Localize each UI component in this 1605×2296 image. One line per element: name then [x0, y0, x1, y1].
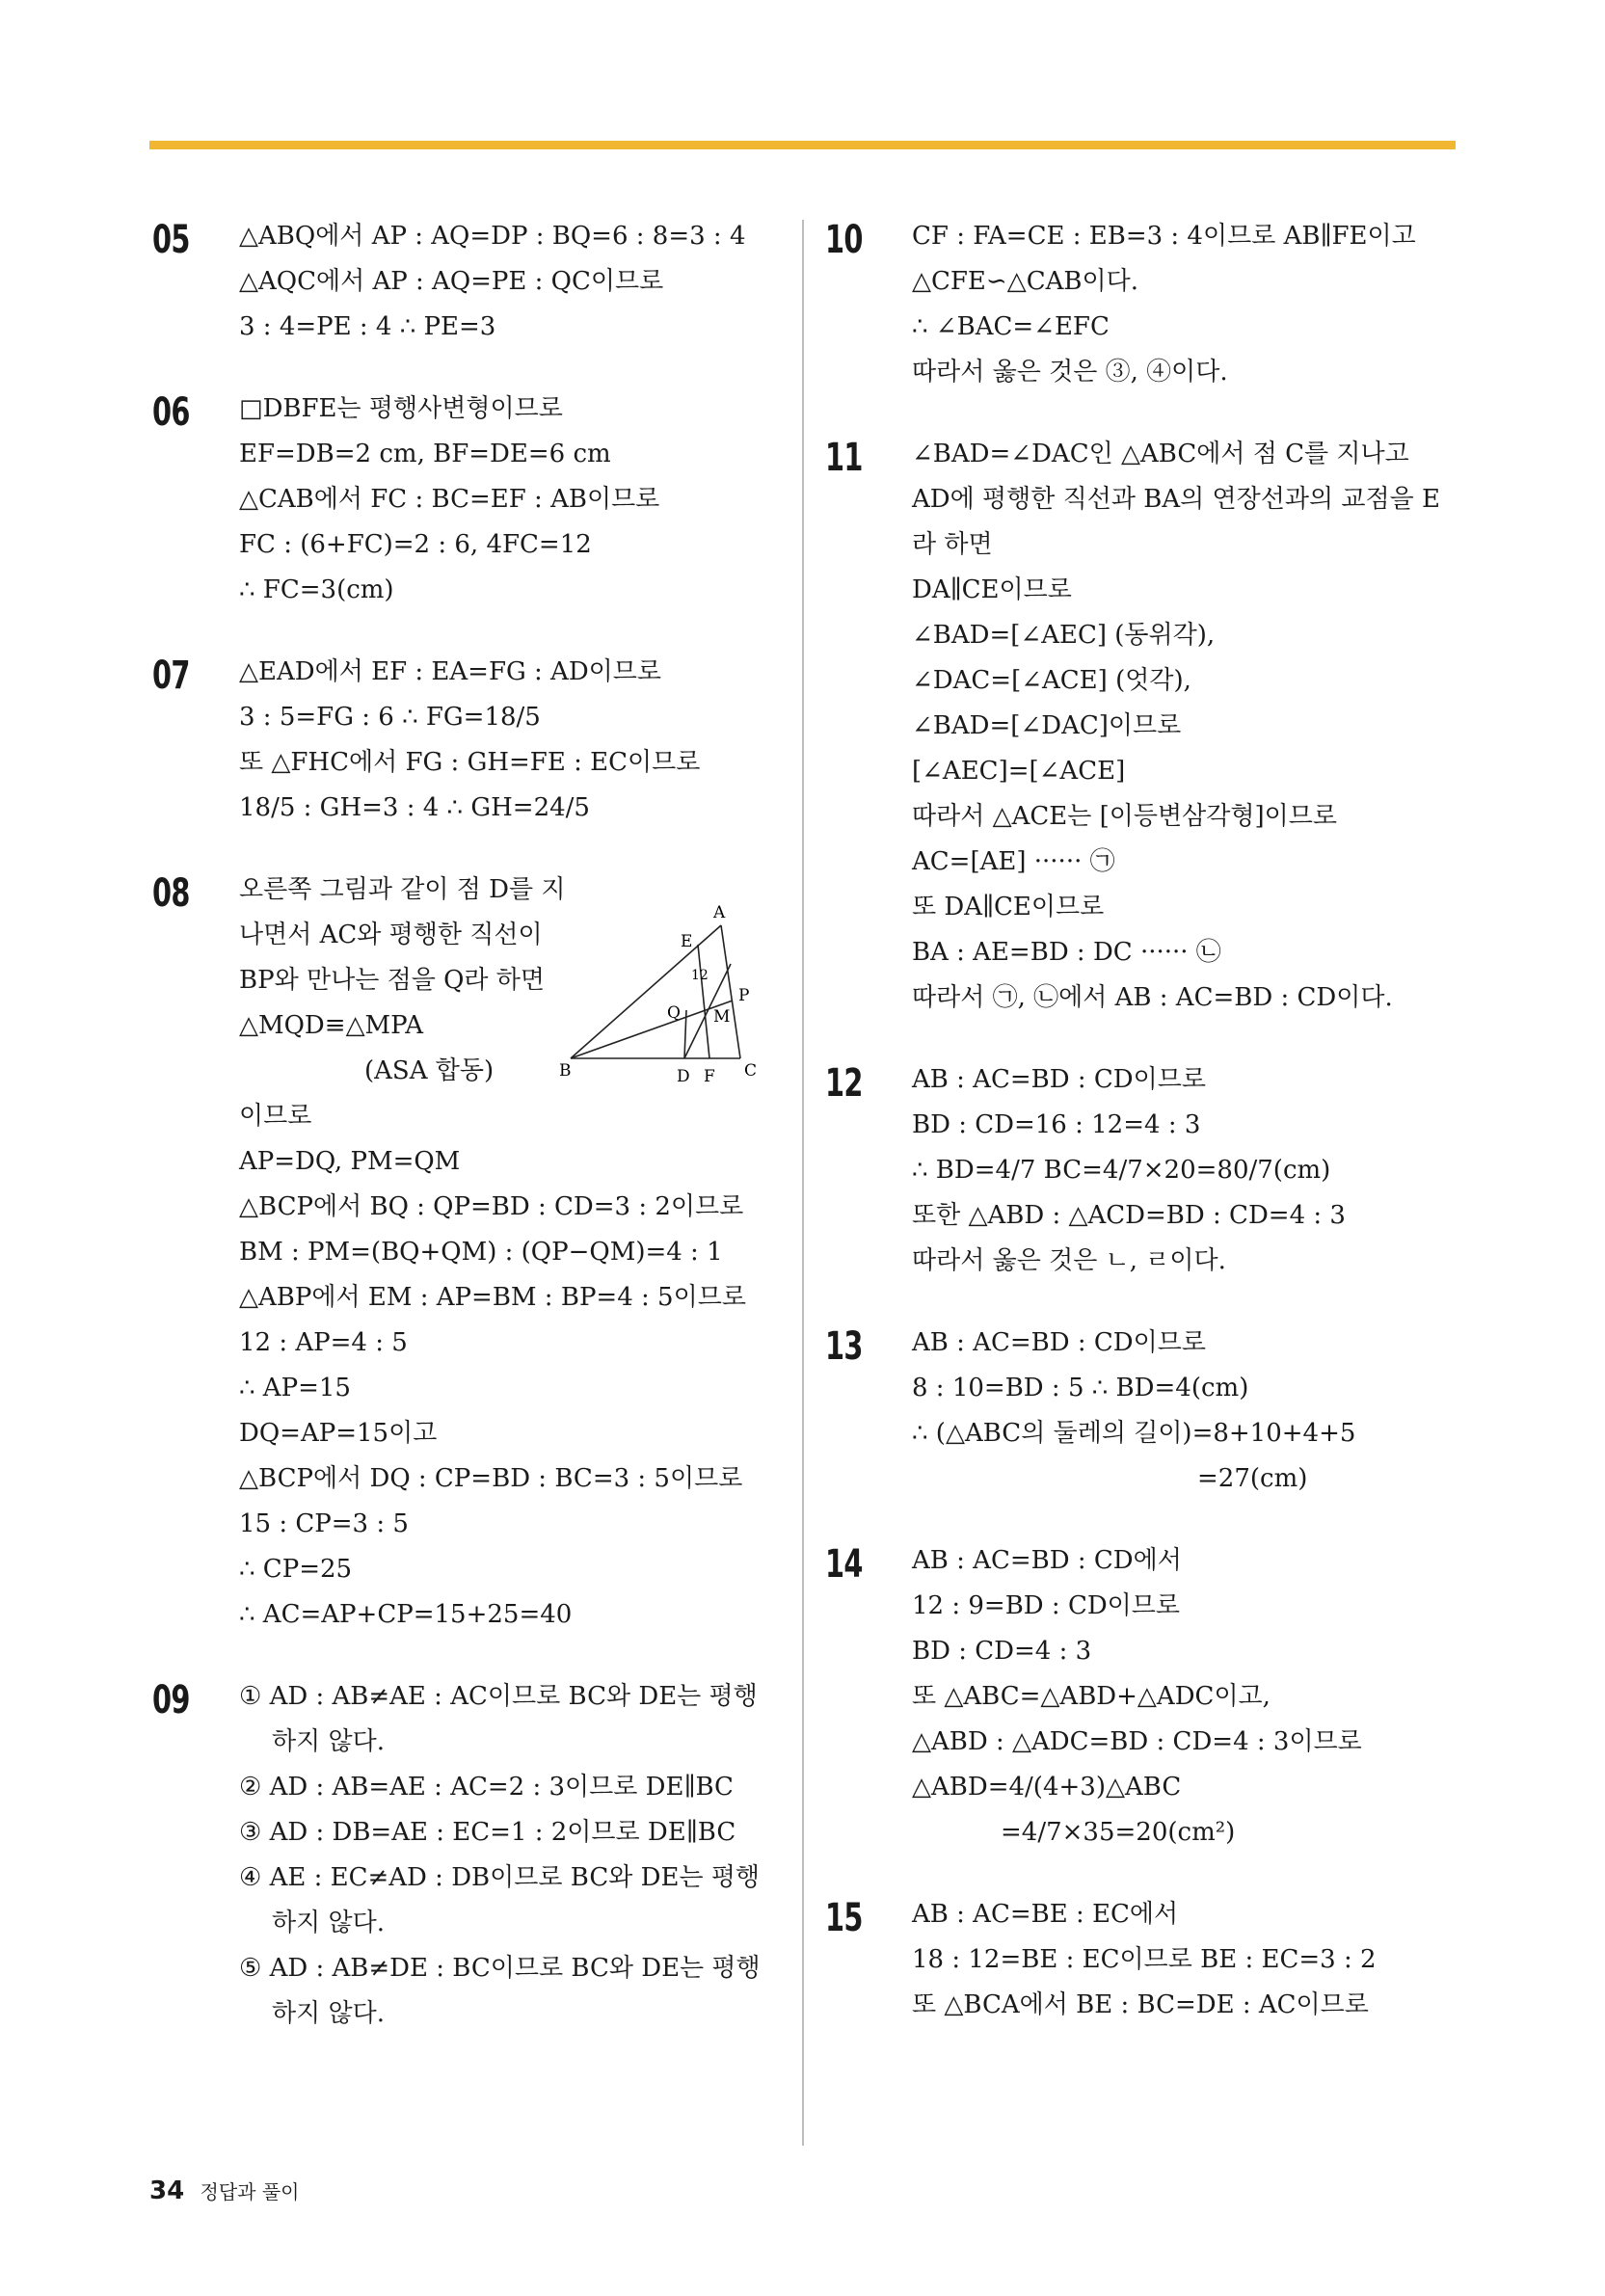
page-number: 34: [149, 2176, 185, 2205]
triangle-figure: [559, 904, 781, 1087]
solution-line: △ABD : △ADC=BD : CD=4 : 3이므로: [912, 1727, 1362, 1756]
problem-number: 08: [152, 871, 190, 916]
label-b: B: [559, 1061, 572, 1081]
problem-number: 09: [152, 1678, 190, 1722]
solution-line: [∠AEC]=[∠ACE]: [912, 757, 1126, 786]
problem-number: 06: [152, 390, 190, 435]
solution-line: △EAD에서 EF : EA=FG : AD이므로: [239, 657, 662, 686]
solution-line: 또 △BCA에서 BE : BC=DE : AC이므로: [912, 1990, 1369, 2019]
solution-line: 오른쪽 그림과 같이 점 D를 지: [239, 875, 566, 904]
problem-number: 07: [152, 654, 190, 698]
solution-line: =27(cm): [1197, 1464, 1308, 1493]
solution-line: =4/7×35=20(cm²): [1001, 1818, 1236, 1847]
solution-line: □DBFE는 평행사변형이므로: [239, 394, 563, 423]
solution-line: AB : AC=BD : CD이므로: [912, 1065, 1206, 1094]
label-d: D: [677, 1067, 690, 1086]
label-p: P: [738, 986, 750, 1005]
problem-13: [827, 1321, 1463, 1502]
solution-line: ∴ AP=15: [239, 1374, 351, 1402]
solution-line: ∠DAC=[∠ACE] (엇각),: [912, 666, 1191, 695]
solution-line: △ABP에서 EM : AP=BM : BP=4 : 5이므로: [239, 1283, 746, 1312]
solution-line: 따라서 ㉠, ㉡에서 AB : AC=BD : CD이다.: [912, 983, 1393, 1012]
solution-line: 이므로: [239, 1102, 312, 1131]
solution-line: △ABQ에서 AP : AQ=DP : BQ=6 : 8=3 : 4: [239, 222, 746, 251]
solution-line: AB : AC=BD : CD이므로: [912, 1328, 1206, 1357]
footer-title: 정답과 풀이: [200, 2180, 300, 2203]
edge-ac: [721, 925, 740, 1058]
solution-line: ∴ (△ABC의 둘레의 길이)=8+10+4+5: [912, 1419, 1356, 1448]
solution-line: BD : CD=4 : 3: [912, 1637, 1092, 1666]
problem-14: [827, 1538, 1463, 1855]
solution-line: 18/5 : GH=3 : 4 ∴ GH=24/5: [239, 793, 590, 822]
column-divider: [802, 220, 804, 2146]
solution-line: BD : CD=16 : 12=4 : 3: [912, 1110, 1201, 1139]
label-f: F: [704, 1067, 715, 1086]
solution-line: ③ AD : DB=AE : EC=1 : 2이므로 DE∥BC: [239, 1818, 736, 1847]
solution-line: ∴ ∠BAC=∠EFC: [912, 312, 1110, 341]
solution-line: ∠BAD=[∠DAC]이므로: [912, 711, 1182, 740]
solution-line: ⑤ AD : AB≠DE : BC이므로 BC와 DE는 평행: [239, 1954, 761, 1983]
label-12: 12: [691, 968, 709, 983]
solution-line: 하지 않다.: [272, 1727, 385, 1756]
solution-line: DQ=AP=15이고: [239, 1419, 438, 1448]
solution-line: △BCP에서 BQ : QP=BD : CD=3 : 2이므로: [239, 1192, 744, 1221]
solution-line: 3 : 5=FG : 6 ∴ FG=18/5: [239, 703, 541, 732]
problem-11: [827, 432, 1463, 1021]
solution-line: 또 △FHC에서 FG : GH=FE : EC이므로: [239, 748, 701, 777]
solution-line: AC=[AE] ······ ㉠: [912, 847, 1115, 876]
solution-line: AB : AC=BE : EC에서: [912, 1900, 1179, 1929]
solution-line: CF : FA=CE : EB=3 : 4이므로 AB∥FE이고: [912, 222, 1416, 251]
solution-line: AD에 평행한 직선과 BA의 연장선과의 교점을 E: [912, 485, 1440, 514]
problem-number: 10: [825, 218, 863, 262]
solution-line: ② AD : AB=AE : AC=2 : 3이므로 DE∥BC: [239, 1773, 734, 1802]
solution-line: 또 △ABC=△ABD+△ADC이고,: [912, 1682, 1271, 1711]
solution-line: ∴ BD=4/7 BC=4/7×20=80/7(cm): [912, 1156, 1331, 1185]
solution-line: ∠BAD=[∠AEC] (동위각),: [912, 621, 1216, 650]
problem-06: [154, 387, 781, 613]
solution-line: △AQC에서 AP : AQ=PE : QC이므로: [239, 267, 664, 296]
header-accent-bar: [149, 141, 1456, 149]
solution-line: △BCP에서 DQ : CP=BD : BC=3 : 5이므로: [239, 1464, 743, 1493]
solution-line: 8 : 10=BD : 5 ∴ BD=4(cm): [912, 1374, 1249, 1402]
solution-line: 하지 않다.: [272, 1999, 385, 2028]
solution-line: △ABD=4/(4+3)△ABC: [912, 1773, 1182, 1802]
solution-line: △MQD≡△MPA: [239, 1011, 424, 1040]
solution-line: 3 : 4=PE : 4 ∴ PE=3: [239, 312, 496, 341]
problem-12: [827, 1057, 1463, 1284]
label-e: E: [681, 932, 693, 951]
problem-15: [827, 1892, 1463, 2028]
problem-number: 13: [825, 1324, 863, 1369]
solution-line: 나면서 AC와 평행한 직선이: [239, 921, 543, 949]
solution-line: 하지 않다.: [272, 1909, 385, 1937]
problem-05: [154, 214, 781, 350]
problem-08: [154, 868, 781, 1638]
right-column: [827, 214, 1463, 2065]
solution-line: △CFE∽△CAB이다.: [912, 267, 1138, 296]
problem-07: [154, 650, 781, 831]
solution-line: ∴ AC=AP+CP=15+25=40: [239, 1600, 573, 1629]
solution-line: ① AD : AB≠AE : AC이므로 BC와 DE는 평행: [239, 1682, 758, 1711]
solution-line: DA∥CE이므로: [912, 575, 1072, 604]
solution-line: AB : AC=BD : CD에서: [912, 1546, 1182, 1575]
problem-number: 12: [825, 1061, 863, 1106]
solution-line: EF=DB=2 cm, BF=DE=6 cm: [239, 440, 611, 468]
label-c: C: [744, 1061, 758, 1081]
solution-line: 12 : AP=4 : 5: [239, 1328, 408, 1357]
solution-line: 따라서 옳은 것은 ③, ④이다.: [912, 358, 1228, 387]
solution-line: 또 DA∥CE이므로: [912, 893, 1105, 921]
solution-line: 라 하면: [912, 530, 993, 559]
solution-line: BP와 만나는 점을 Q라 하면: [239, 966, 546, 995]
solution-line: AP=DQ, PM=QM: [239, 1147, 461, 1176]
solution-line: FC : (6+FC)=2 : 6, 4FC=12: [239, 530, 592, 559]
solution-line: △CAB에서 FC : BC=EF : AB이므로: [239, 485, 660, 514]
problem-10: [827, 214, 1463, 395]
solution-line: 따라서 △ACE는 [이등변삼각형]이므로: [912, 802, 1337, 831]
problem-number: 14: [825, 1542, 863, 1587]
label-a: A: [713, 904, 726, 922]
label-q: Q: [667, 1003, 681, 1023]
solution-line: (ASA 합동): [364, 1056, 495, 1085]
left-column: [154, 214, 781, 2073]
page-footer: [149, 2176, 300, 2205]
solution-line: ∠BAD=∠DAC인 △ABC에서 점 C를 지나고: [912, 440, 1409, 468]
problem-number: 05: [152, 218, 190, 262]
solution-line: 18 : 12=BE : EC이므로 BE : EC=3 : 2: [912, 1945, 1377, 1974]
solution-line: 또한 △ABD : △ACD=BD : CD=4 : 3: [912, 1201, 1346, 1230]
solution-line: 12 : 9=BD : CD이므로: [912, 1591, 1181, 1620]
problem-09: [154, 1674, 781, 2037]
solution-line: ④ AE : EC≠AD : DB이므로 BC와 DE는 평행: [239, 1863, 761, 1892]
label-m: M: [713, 1007, 731, 1027]
problem-number: 11: [825, 436, 863, 480]
segment-ef: [698, 945, 709, 1058]
solution-line: ∴ CP=25: [239, 1555, 353, 1584]
problem-number: 15: [825, 1896, 863, 1940]
solution-line: 15 : CP=3 : 5: [239, 1509, 409, 1538]
solution-line: 따라서 옳은 것은 ㄴ, ㄹ이다.: [912, 1246, 1226, 1275]
solution-line: BA : AE=BD : DC ······ ㉡: [912, 938, 1221, 967]
solution-line: ∴ FC=3(cm): [239, 575, 394, 604]
solution-line: BM : PM=(BQ+QM) : (QP−QM)=4 : 1: [239, 1238, 723, 1267]
